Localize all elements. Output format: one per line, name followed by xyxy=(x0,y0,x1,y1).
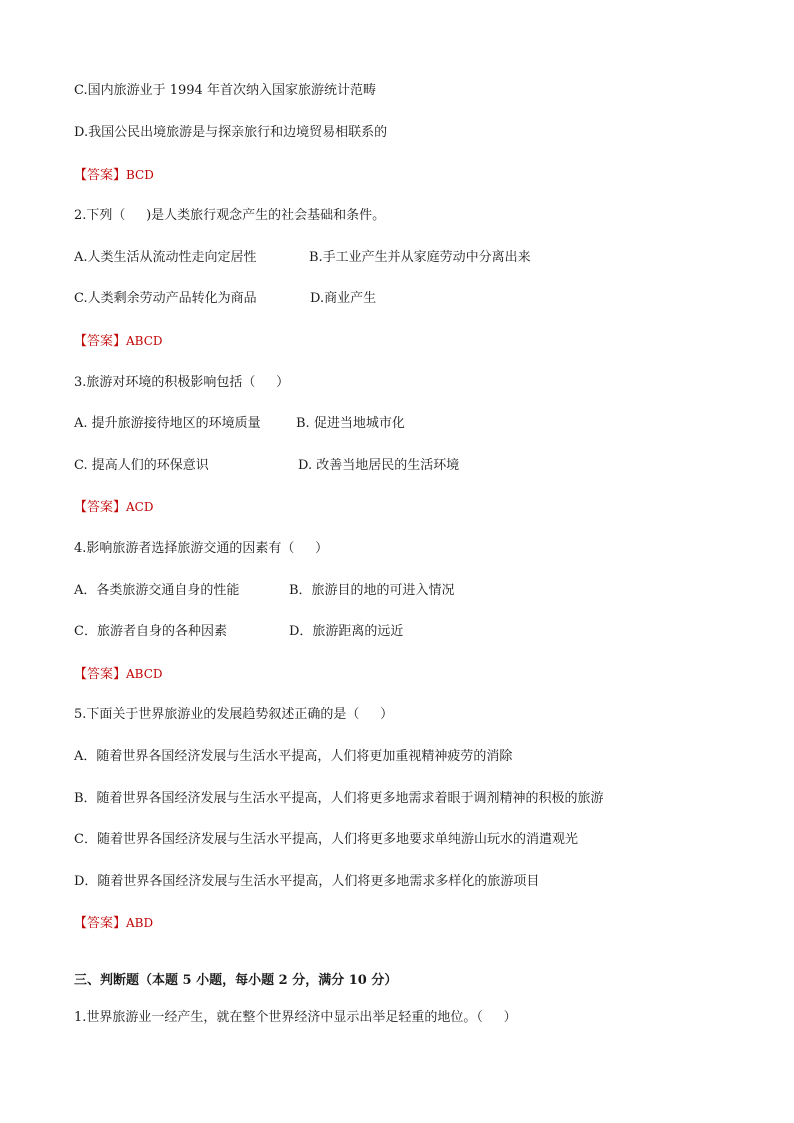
answer-tag: 【答案】 xyxy=(74,168,127,183)
q3-option-a: A. 提升旅游接待地区的环境质量 xyxy=(74,416,261,431)
q4-option-d: D．旅游距离的远近 xyxy=(289,624,404,639)
q5-option-b: B．随着世界各国经济发展与生活水平提高，人们将更多地需求着眼于调剂精神的积极的旅游 xyxy=(74,791,604,806)
answer-value: ABD xyxy=(126,916,154,930)
answer-tag: 【答案】 xyxy=(74,667,127,682)
q2-option-d: D.商业产生 xyxy=(310,291,377,306)
q2-option-a: A.人类生活从流动性走向定居性 xyxy=(74,250,257,265)
q4-option-a: A．各类旅游交通自身的性能 xyxy=(74,583,240,598)
q5-answer xyxy=(74,913,153,934)
q4-answer xyxy=(74,664,163,685)
answer-value: ACD xyxy=(126,500,154,514)
q5-stem: 5.下面关于世界旅游业的发展趋势叙述正确的是（ ） xyxy=(74,707,394,722)
q3-stem: 3.旅游对环境的积极影响包括（ ） xyxy=(74,375,290,390)
q2-option-c: C.人类剩余劳动产品转化为商品 xyxy=(74,291,257,306)
q3-option-b: B. 促进当地城市化 xyxy=(296,416,405,431)
q2-stem: 2.下列（ )是人类旅行观念产生的社会基础和条件。 xyxy=(74,208,386,223)
q1-option-d: D.我国公民出境旅游是与探亲旅行和边境贸易相联系的 xyxy=(74,125,388,140)
tf-question-1: 1.世界旅游业一经产生，就在整个世界经济中显示出举足轻重的地位。（ ） xyxy=(74,1010,517,1025)
q3-option-c: C. 提高人们的环保意识 xyxy=(74,458,209,473)
q5-option-d: D．随着世界各国经济发展与生活水平提高，人们将更多地需求多样化的旅游项目 xyxy=(74,874,540,889)
q5-option-c: C．随着世界各国经济发展与生活水平提高，人们将更多地要求单纯游山玩水的消遣观光 xyxy=(74,832,578,847)
answer-tag: 【答案】 xyxy=(74,334,127,349)
q5-option-a: A．随着世界各国经济发展与生活水平提高，人们将更加重视精神疲劳的消除 xyxy=(74,749,513,764)
q2-answer xyxy=(74,331,163,352)
answer-tag: 【答案】 xyxy=(74,500,127,515)
q3-answer xyxy=(74,497,153,518)
q1-option-c: C.国内旅游业于 1994 年首次纳入国家旅游统计范畴 xyxy=(74,83,376,98)
q4-stem: 4.影响旅游者选择旅游交通的因素有（ ） xyxy=(74,541,329,556)
q1-answer xyxy=(74,165,154,186)
q2-option-b: B.手工业产生并从家庭劳动中分离出来 xyxy=(309,250,531,265)
section-heading: 三、判断题（本题 5 小题，每小题 2 分，满分 10 分） xyxy=(74,973,398,988)
q4-option-b: B．旅游目的地的可进入情况 xyxy=(289,583,455,598)
q4-option-c: C．旅游者自身的各种因素 xyxy=(74,624,227,639)
answer-value: ABCD xyxy=(126,667,163,681)
q3-option-d: D. 改善当地居民的生活环境 xyxy=(298,458,460,473)
answer-tag: 【答案】 xyxy=(74,916,127,931)
answer-value: ABCD xyxy=(126,334,163,348)
answer-value: BCD xyxy=(126,168,154,182)
